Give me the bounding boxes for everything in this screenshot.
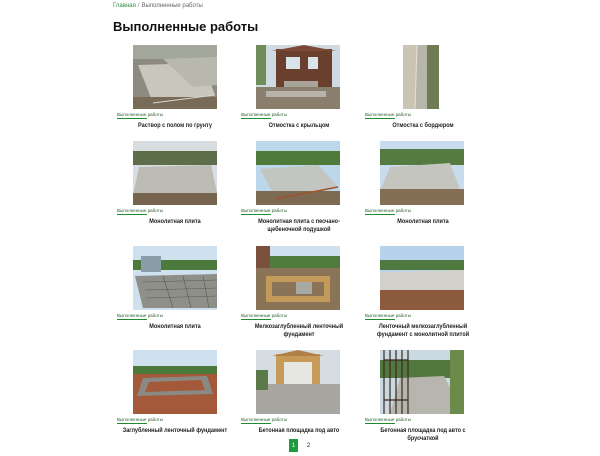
project-photo[interactable] [380, 141, 464, 205]
card-category[interactable]: Выполненные работы [365, 112, 411, 117]
breadcrumb-separator: / [137, 3, 140, 9]
card-title[interactable]: Ленточный мелкозаглубленный фундамент с монолитной плитой [376, 323, 470, 338]
card-category-underline [241, 214, 271, 215]
card-category[interactable]: Выполненные работы [365, 208, 411, 213]
breadcrumb [113, 3, 203, 9]
card-title[interactable]: Бетонная площадка под авто с брусчаткой [380, 427, 466, 442]
card-title[interactable]: Заглубленный ленточный фундамент [122, 427, 228, 434]
card-category[interactable]: Выполненные работы [117, 112, 163, 117]
card-category-underline [365, 214, 395, 215]
project-photo[interactable] [403, 45, 439, 109]
project-photo[interactable] [256, 45, 340, 109]
card-category-underline [365, 423, 395, 424]
card-category-underline [117, 214, 147, 215]
card-category[interactable]: Выполненные работы [365, 313, 411, 318]
project-photo[interactable] [133, 350, 217, 414]
card-category-underline [117, 319, 147, 320]
page-2-button[interactable]: 2 [306, 442, 311, 449]
page-title: Выполненные работы [113, 19, 259, 34]
page-1-button[interactable]: 1 [289, 439, 298, 452]
card-title[interactable]: Отмостка с бордюром [392, 122, 454, 129]
card-category-underline [241, 319, 271, 320]
card-category-underline [117, 423, 147, 424]
card-title[interactable]: Мелкозаглубленный ленточный фундамент [254, 323, 344, 338]
project-photo[interactable] [133, 246, 217, 310]
project-photo[interactable] [256, 246, 340, 310]
card-category[interactable]: Выполненные работы [241, 313, 287, 318]
card-category-underline [117, 118, 147, 119]
project-photo[interactable] [256, 141, 340, 205]
card-category[interactable]: Выполненные работы [117, 417, 163, 422]
card-category[interactable]: Выполненные работы [241, 112, 287, 117]
project-photo[interactable] [133, 141, 217, 205]
card-title[interactable]: Монолитная плита с песчано-щебеночной подушкой [258, 218, 340, 233]
card-title[interactable]: Раствор с полом по грунту [137, 122, 213, 129]
card-title[interactable]: Монолитная плита [149, 218, 201, 225]
card-category[interactable]: Выполненные работы [117, 208, 163, 213]
card-category[interactable]: Выполненные работы [117, 313, 163, 318]
card-category[interactable]: Выполненные работы [365, 417, 411, 422]
breadcrumb-home-link[interactable]: Главная [113, 3, 136, 9]
project-photo[interactable] [380, 246, 464, 310]
card-category[interactable]: Выполненные работы [241, 417, 287, 422]
card-category-underline [365, 118, 395, 119]
card-title[interactable]: Отмостка с крыльцом [268, 122, 330, 129]
pagination [289, 439, 313, 452]
card-title[interactable]: Монолитная плита [149, 323, 201, 330]
card-title[interactable]: Монолитная плита [397, 218, 449, 225]
project-photo[interactable] [133, 45, 217, 109]
card-title[interactable]: Бетонная площадка под авто [258, 427, 340, 434]
breadcrumb-current: Выполненные работы [141, 3, 203, 9]
card-category-underline [365, 319, 395, 320]
card-category[interactable]: Выполненные работы [241, 208, 287, 213]
card-category-underline [241, 423, 271, 424]
project-photo[interactable] [256, 350, 340, 414]
card-category-underline [241, 118, 271, 119]
project-photo[interactable] [380, 350, 464, 414]
